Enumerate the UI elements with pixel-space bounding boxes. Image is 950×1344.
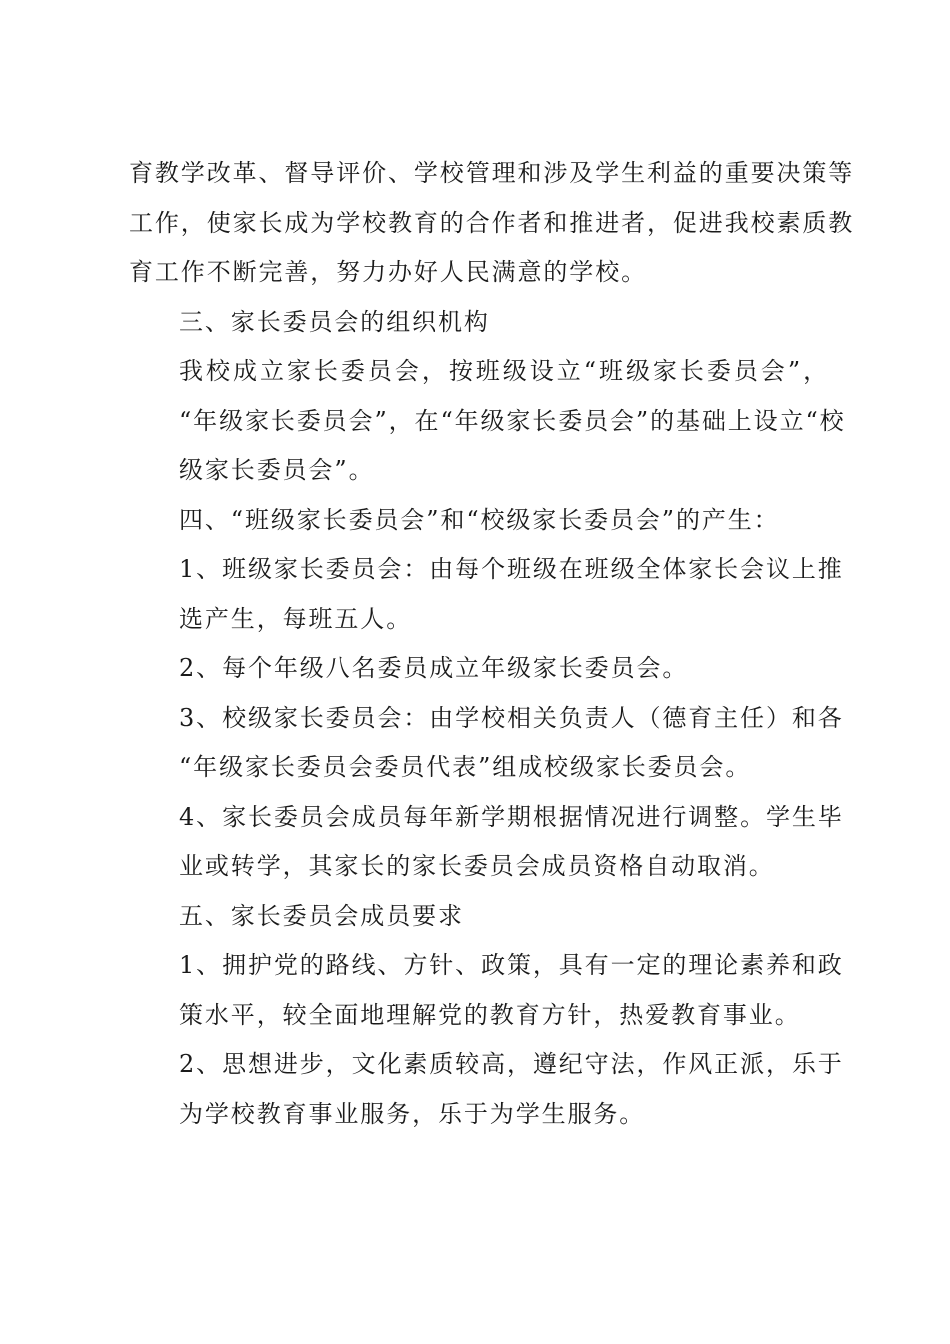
- paragraph-line: 三、家长委员会的组织机构: [179, 307, 490, 336]
- paragraph-line: 育工作不断完善，努力办好人民满意的学校。: [129, 258, 647, 286]
- paragraph-line: 工作，使家长成为学校教育的合作者和推进者，促进我校素质教: [129, 208, 855, 237]
- paragraph-line: 我校成立家长委员会，按班级设立“班级家长委员会”，: [179, 357, 829, 385]
- paragraph-p4: [129, 496, 829, 546]
- paragraph-line: 业或转学，其家长的家长委员会成员资格自动取消。: [179, 852, 775, 880]
- paragraph-line: 级家长委员会”。: [179, 456, 375, 484]
- paragraph-p8: [129, 793, 844, 892]
- paragraph-line: 四、“班级家长委员会”和“校级家长委员会”的产生：: [179, 505, 780, 534]
- paragraph-p5: [129, 545, 844, 644]
- paragraph-line: “年级家长委员会”，在“年级家长委员会”的基础上设立“校: [179, 406, 846, 435]
- document-body: [129, 149, 855, 1139]
- paragraph-p11: [129, 1040, 844, 1139]
- paragraph-line: 4、家长委员会成员每年新学期根据情况进行调整。学生毕: [179, 802, 844, 831]
- paragraph-line: 为学校教育事业服务，乐于为学生服务。: [179, 1099, 646, 1128]
- paragraph-line: 育教学改革、督导评价、学校管理和涉及学生利益的重要决策等: [129, 159, 855, 187]
- paragraph-line: 2、每个年级八名委员成立年级家长委员会。: [179, 654, 689, 682]
- paragraph-p7: [129, 694, 844, 793]
- paragraph-p10: [129, 941, 844, 1040]
- paragraph-p2: [129, 298, 829, 348]
- paragraph-line: 策水平，较全面地理解党的教育方针，热爱教育事业。: [179, 1000, 801, 1029]
- paragraph-p1: [129, 149, 855, 298]
- paragraph-line: 1、拥护党的路线、方针、政策，具有一定的理论素养和政: [179, 951, 844, 979]
- paragraph-line: 2、思想进步，文化素质较高，遵纪守法，作风正派，乐于: [179, 1050, 844, 1078]
- paragraph-line: 1、班级家长委员会：由每个班级在班级全体家长会议上推: [179, 555, 844, 583]
- paragraph-line: “年级家长委员会委员代表”组成校级家长委员会。: [179, 753, 752, 781]
- paragraph-line: 选产生，每班五人。: [179, 604, 413, 633]
- paragraph-p3: [129, 347, 846, 496]
- paragraph-line: 五、家长委员会成员要求: [179, 901, 464, 930]
- paragraph-p9: [129, 892, 829, 942]
- paragraph-p6: [129, 644, 829, 694]
- paragraph-line: 3、校级家长委员会：由学校相关负责人（德育主任）和各: [179, 703, 844, 732]
